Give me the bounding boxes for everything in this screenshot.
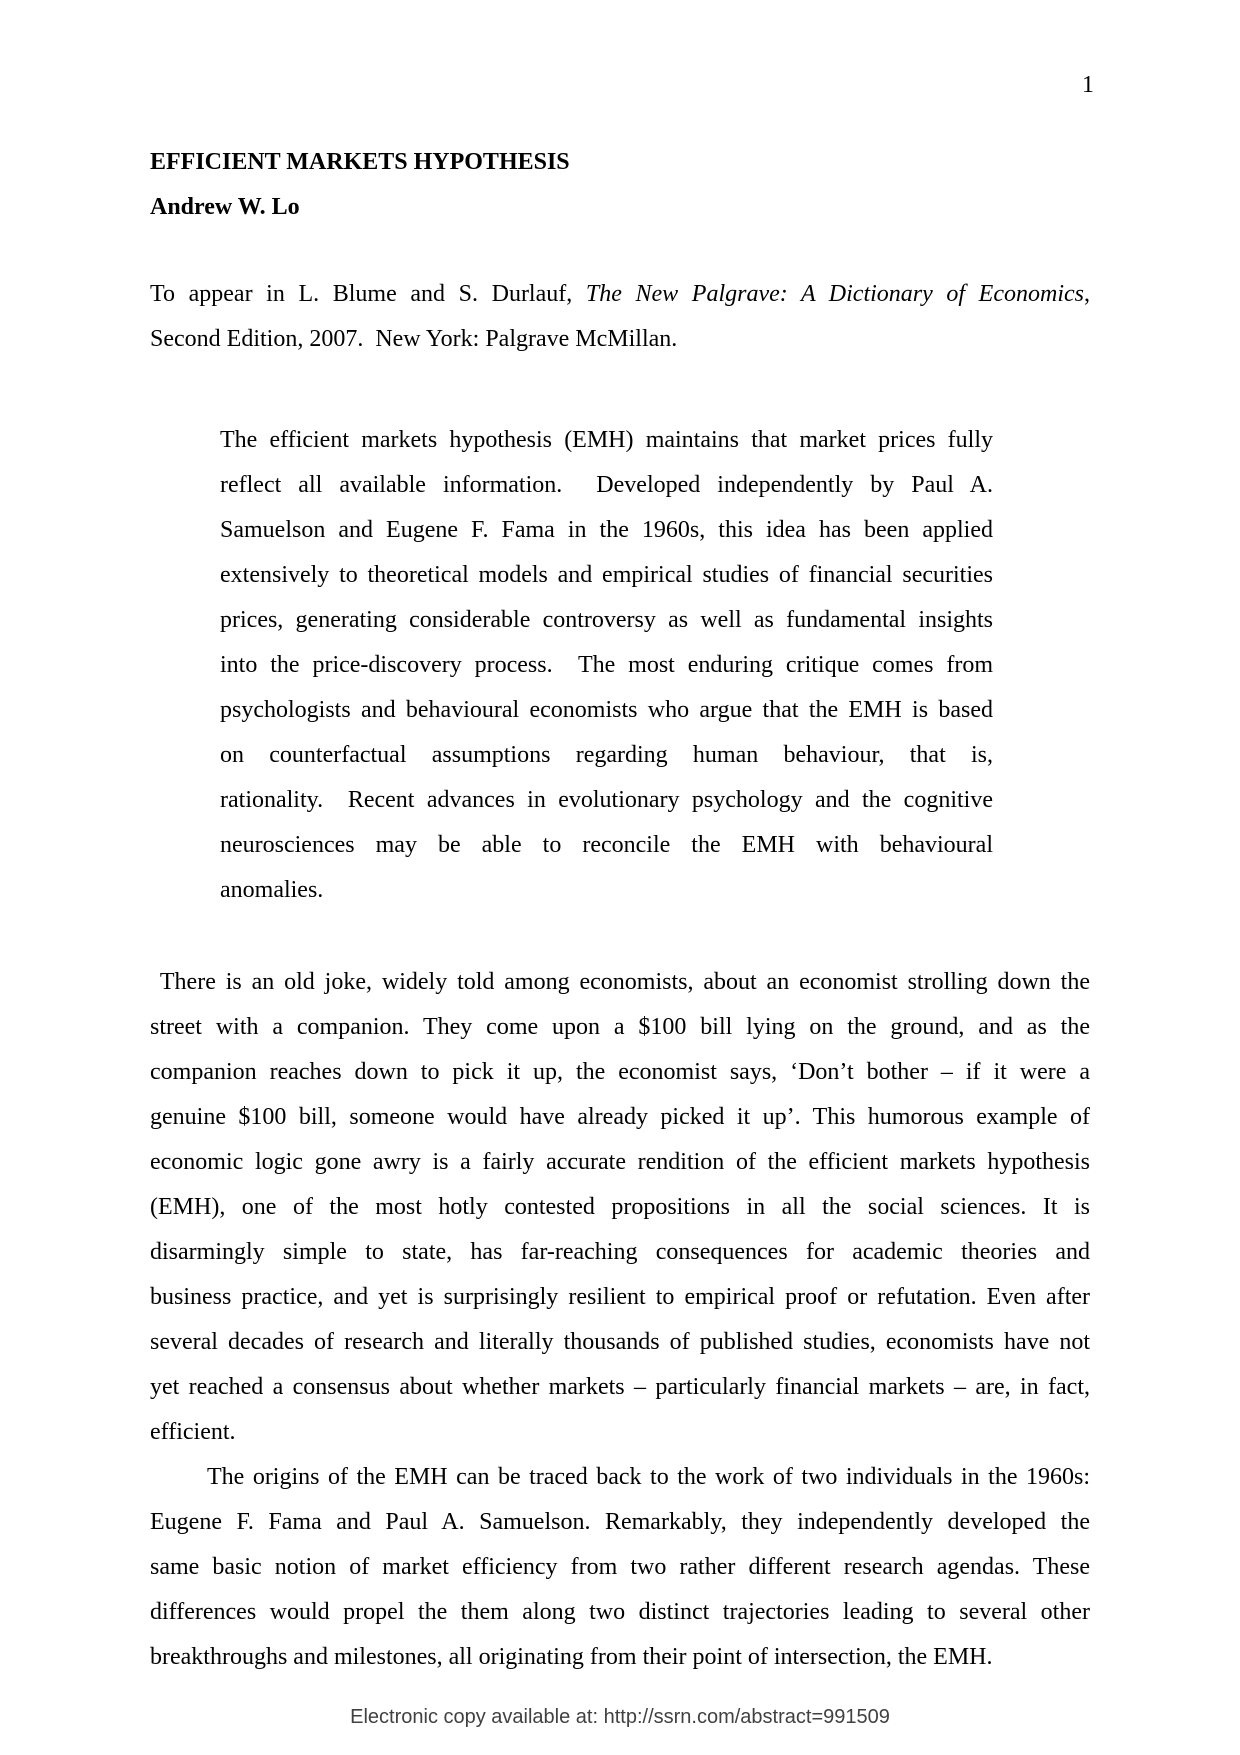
citation-note — [150, 272, 1090, 362]
text-line — [220, 463, 993, 508]
text-run: yet reached a consensus about whether markets – particularly financial markets – are, in fact, — [150, 1374, 1090, 1400]
text-run: several decades of research and literally thousands of published studies, economists have not — [150, 1329, 1090, 1355]
text-run: psychologists and behavioural economists who argue that the EMH is based — [220, 697, 993, 723]
text-run: extensively to theoretical models and empirical studies of financial securities — [220, 562, 993, 588]
text-line — [220, 778, 993, 823]
page-number: 1 — [1082, 72, 1094, 98]
text-run: neurosciences may be able to reconcile the EMH with behavioural — [220, 832, 993, 858]
text-run: companion reaches down to pick it up, the economist says, ‘Don’t bother – if it were a — [150, 1059, 1090, 1085]
text-run: same basic notion of market efficiency from two rather different research agendas. These — [150, 1554, 1090, 1580]
text-line — [150, 1185, 1090, 1230]
text-line — [220, 733, 993, 778]
text-run: (EMH), one of the most hotly contested propositions in all the social sciences. It is — [150, 1194, 1090, 1220]
text-run: rationality. Recent advances in evolutionary psychology and the cognitive — [220, 787, 993, 813]
text-run: street with a companion. They come upon a $100 bill lying on the ground, and as the — [150, 1014, 1090, 1040]
ssrn-footer: Electronic copy available at: http://ssrn.com/abstract=991509 — [350, 1706, 890, 1728]
text-line — [220, 868, 993, 913]
text-run: The origins of the EMH can be traced back to the work of two individuals in the 1960s: — [207, 1464, 1090, 1490]
text-line — [150, 1365, 1090, 1410]
body-text — [150, 960, 1090, 1680]
paragraph-joke — [150, 960, 1090, 1455]
text-run: reflect all available information. Developed independently by Paul A. — [220, 472, 993, 498]
text-line — [150, 1545, 1090, 1590]
text-line — [220, 553, 993, 598]
text-line — [220, 823, 993, 868]
text-line — [150, 1500, 1090, 1545]
abstract — [220, 418, 993, 913]
text-run: There is an old joke, widely told among economists, about an economist strolling down the — [150, 969, 1091, 995]
text-line — [150, 1095, 1090, 1140]
text-run: efficient. — [150, 1419, 236, 1445]
document-title: EFFICIENT MARKETS HYPOTHESIS — [150, 149, 570, 175]
text-run: on counterfactual assumptions regarding human behaviour, that is, — [220, 742, 993, 768]
text-run: into the price-discovery process. The most enduring critique comes from — [220, 652, 993, 678]
text-run: differences would propel the them along two distinct trajectories leading to several other — [150, 1599, 1090, 1625]
text-line — [220, 508, 993, 553]
text-line — [220, 418, 993, 463]
text-line — [150, 1275, 1090, 1320]
text-line — [150, 1050, 1090, 1095]
text-run: Eugene F. Fama and Paul A. Samuelson. Remarkably, they independently developed the — [150, 1509, 1090, 1535]
text-line — [220, 688, 993, 733]
text-line — [150, 960, 1090, 1005]
text-line — [150, 1635, 1090, 1680]
italic-text-run: The New Palgrave: A Dictionary of Economics — [585, 281, 1084, 307]
text-run: breakthroughs and milestones, all originating from their point of intersection, the EMH. — [150, 1644, 993, 1670]
text-run: prices, generating considerable controversy as well as fundamental insights — [220, 607, 993, 633]
text-run: genuine $100 bill, someone would have already picked it up’. This humorous example of — [150, 1104, 1090, 1130]
paragraph-origins — [150, 1455, 1090, 1680]
text-run: Second Edition, 2007. New York: Palgrave McMillan. — [150, 326, 678, 352]
document-header — [150, 140, 1090, 230]
text-line — [150, 1590, 1090, 1635]
text-run: To appear in L. Blume and S. Durlauf, — [150, 281, 586, 307]
text-line — [150, 1455, 1090, 1500]
text-line — [150, 272, 1090, 317]
text-line — [220, 598, 993, 643]
text-line — [220, 643, 993, 688]
text-run: disarmingly simple to state, has far-reaching consequences for academic theories and — [150, 1239, 1090, 1265]
text-line — [150, 317, 1090, 362]
text-run: , — [1083, 281, 1090, 307]
text-line — [150, 1320, 1090, 1365]
document-author: Andrew W. Lo — [150, 194, 300, 220]
text-line — [150, 1140, 1090, 1185]
text-run: business practice, and yet is surprisingly resilient to empirical proof or refutation. Even after — [150, 1284, 1090, 1310]
text-run: The efficient markets hypothesis (EMH) maintains that market prices fully — [220, 427, 993, 453]
text-line — [150, 1410, 1090, 1455]
text-run: economic logic gone awry is a fairly accurate rendition of the efficient markets hypothesis — [150, 1149, 1090, 1175]
text-line — [150, 1230, 1090, 1275]
text-run: Samuelson and Eugene F. Fama in the 1960s, this idea has been applied — [220, 517, 993, 543]
text-line — [150, 1005, 1090, 1050]
text-run: anomalies. — [220, 877, 324, 903]
